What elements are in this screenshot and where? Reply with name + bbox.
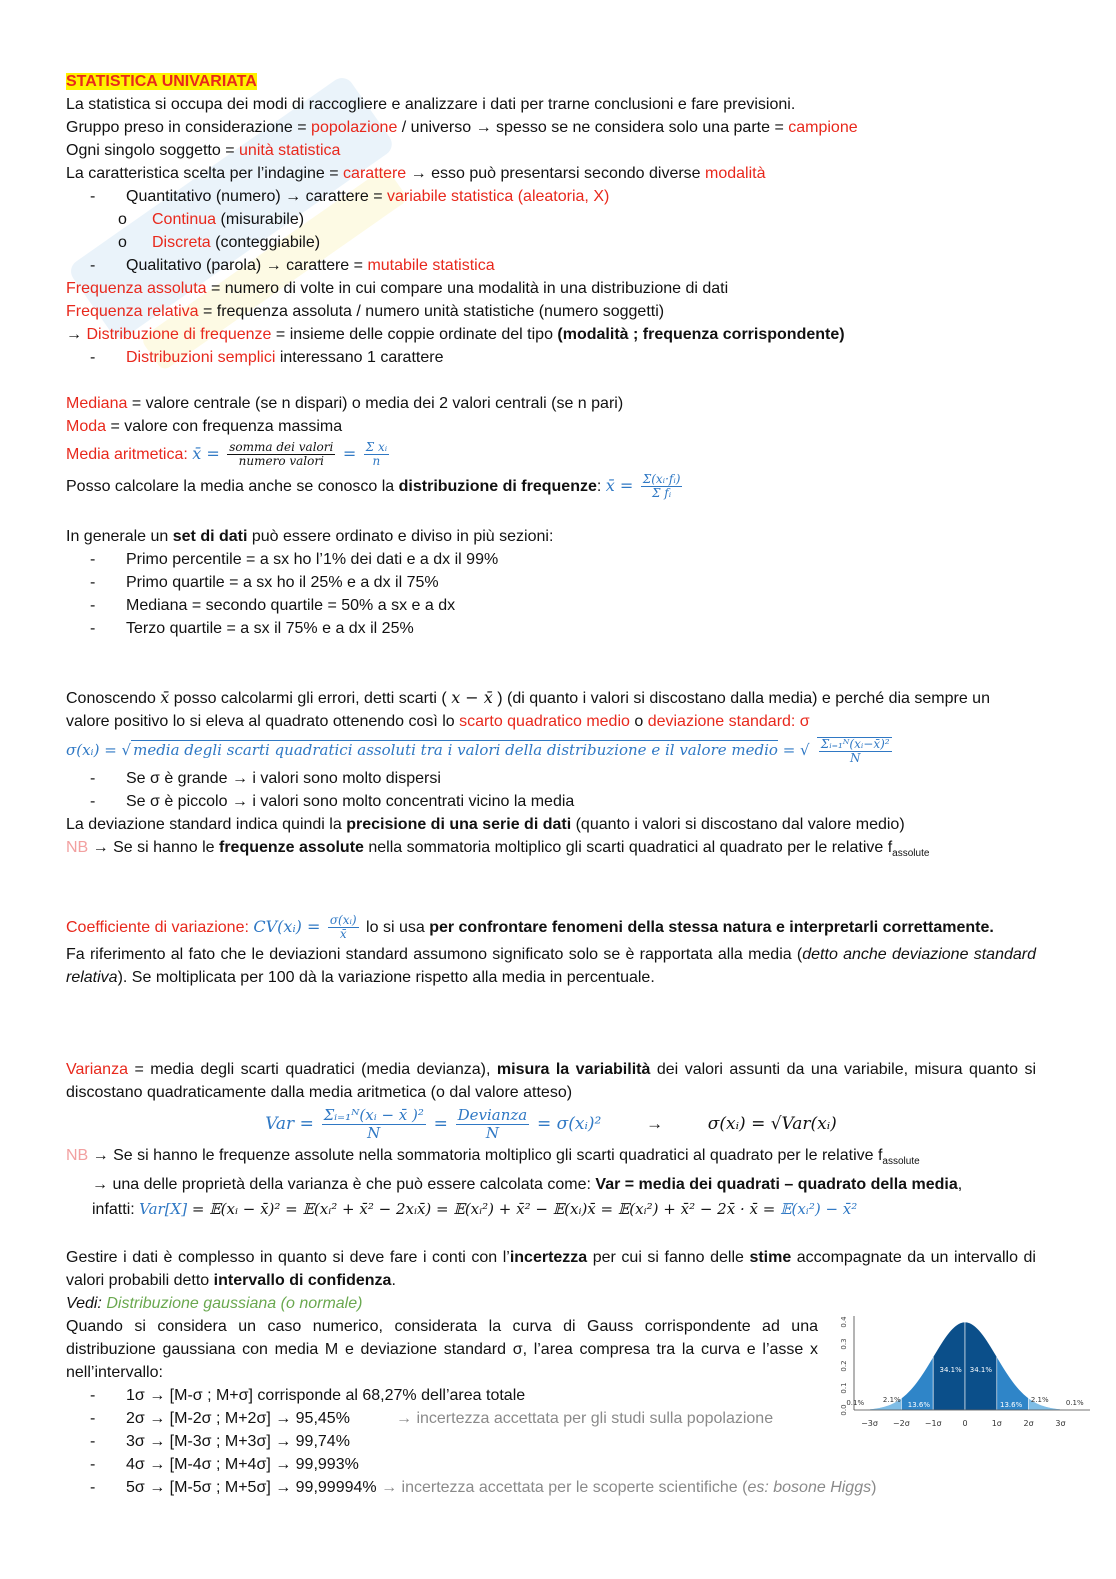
band-percent-label: 34.1% <box>939 1366 962 1374</box>
document-title: STATISTICA UNIVARIATA <box>66 73 257 90</box>
x-tick-label: 1σ <box>991 1419 1002 1428</box>
gauss-paragraph: Quando si considera un caso numerico, considerata la curva di Gauss corrispondente ad una distribuzione gaussiana con media M e deviazione standard σ, l’area compresa tra la curva e l’asse x nell’intervallo: <box>66 1318 818 1382</box>
freq-assoluta: Frequenza assoluta = numero di volte in cui compare una modalità in una distribuzione di dati <box>66 280 729 297</box>
band-percent-label: 0.1% <box>846 1399 865 1407</box>
x-tick-label: −1σ <box>924 1419 942 1428</box>
x-tick-label: 0 <box>962 1419 968 1428</box>
list-item: - Primo percentile = a sx ho l’1% dei dati e a dx il 99% <box>90 551 499 568</box>
list-item: - 2σ → [M-2σ ; M+2σ] → 95,45% → incertezza accettata per gli studi sulla popolazione <box>90 1410 774 1428</box>
y-tick-label: 0.0 <box>840 1404 848 1416</box>
mediana: Mediana = valore centrale (se n dispari) o media dei 2 valori centrali (se n pari) <box>66 395 624 412</box>
band-percent-label: 34.1% <box>969 1366 993 1374</box>
intro-line-1: La statistica si occupa dei modi di raccogliere e analizzare i dati per trarne conclusioni e fare previsioni. <box>66 96 796 113</box>
list-item: - Qualitativo (parola) → carattere = mutabile statistica <box>90 257 495 274</box>
document-body <box>66 70 1036 1499</box>
nb-stddev: NB → Se si hanno le frequenze assolute nella sommatoria moltiplico gli scarti quadratici al quadrato per le relative $f_{assolute}$ <box>66 839 930 860</box>
band-percent-label: 2.1% <box>882 1396 901 1404</box>
formula-sigma: σ(xᵢ) = √ media degli scarti quadratici assoluti tra i valori della distribuzione e il valore medio = √ $\frac{\text{Σᵢ₌₁ᴺ(xᵢ−x̄)²}}{N}$ <box>66 737 890 766</box>
gaussian-chart <box>832 1312 1092 1440</box>
intro-line-4: La caratteristica scelta per l’indagine = carattere → esso può presentarsi secondo diverse modalità <box>66 165 766 182</box>
intro-line-3: Ogni singolo soggetto = unità statistica <box>66 142 341 159</box>
formula-varianza: Var = $\frac{\text{Σᵢ₌₁ᴺ(xᵢ − x̄ )²}}{N}$ = $\frac{\text{Devianza}}{N}$ = σ(xᵢ)² → σ(xᵢ) = √Var(xᵢ) <box>265 1106 837 1143</box>
list-item: - Terzo quartile = a sx il 75% e a dx il 25% <box>90 620 414 637</box>
media-distribuzione: Posso calcolare la media anche se conosco la distribuzione di frequenze: x̄ = $\frac{\text{Σ(xᵢ·fᵢ)}}{\text{Σ fᵢ}}$ <box>66 472 681 501</box>
varianza-paragraph: Varianza = media degli scarti quadratici (media devianza), misura la variabilità dei valori assunti da una variabile, misura quanto si discostano quadraticamente dalla media aritmetica (o dal valore atteso) <box>66 1061 1037 1102</box>
set-dati: In generale un set di dati può essere ordinato e diviso in più sezioni: <box>66 528 554 545</box>
y-tick-label: 0.3 <box>840 1338 848 1350</box>
vedi-link: Vedi: Distribuzione gaussiana (o normale) <box>66 1295 363 1313</box>
band-percent-label: 13.6% <box>907 1401 930 1409</box>
x-tick-label: 3σ <box>1055 1419 1066 1428</box>
y-tick-label: 0.2 <box>840 1360 848 1372</box>
list-item: - Se σ è piccolo → i valori sono molto concentrati vicino la media <box>90 793 575 810</box>
formula-infatti: infatti: Var[X] = 𝔼(xᵢ − x̄)² = 𝔼(xᵢ² + x̄² − 2xᵢx̄) = 𝔼(xᵢ²) + x̄² − 𝔼(xᵢ)x̄ = 𝔼(xᵢ²) + x̄² − 2x̄ · x̄ = 𝔼(xᵢ²) − x̄² <box>92 1200 858 1219</box>
list-item: - Distribuzioni semplici interessano 1 carattere <box>90 349 444 366</box>
nb-varianza: NB → Se si hanno le frequenze assolute nella sommatoria moltiplico gli scarti quadratici al quadrato per le relative $f_{assolute}$ <box>66 1147 920 1168</box>
list-item: - Mediana = secondo quartile = 50% a sx e a dx <box>90 597 456 614</box>
incertezza-paragraph: Gestire i dati è complesso in quanto si deve fare i conti con l’incertezza per cui si fanno delle stime accompagnate da un intervallo di valori probabili detto intervallo di confidenza. <box>66 1249 1036 1290</box>
list-item: - Primo quartile = a sx ho il 25% e a dx il 75% <box>90 574 439 591</box>
list-item: - Quantitativo (numero) → carattere = variabile statistica (aleatoria, X) <box>90 188 610 205</box>
list-item: o Continua (misurabile) <box>118 211 305 228</box>
media-aritmetica: Media aritmetica: x̄ = $\frac{\text{somma dei valori}}{\text{numero valori}}$ = $\frac{\text{Σ xᵢ}}{n}$ <box>66 440 388 469</box>
list-item: - 4σ → [M-4σ ; M+4σ] → 99,993% <box>90 1456 359 1474</box>
list-item: - Se σ è grande → i valori sono molto dispersi <box>90 770 441 787</box>
freq-relativa: Frequenza relativa = frequenza assoluta / numero unità statistiche (numero soggetti) <box>66 303 665 320</box>
x-tick-label: 2σ <box>1023 1419 1034 1428</box>
cv-paragraph: Fa riferimento al fato che le deviazioni standard assumono significato solo se è rapportata alla media (detto anche deviazione standard relativa). Se moltiplicata per 100 dà la variazione rispetto alla media in percentuale. <box>66 946 1037 987</box>
scarti-paragraph: Conoscendo x̄ posso calcolarmi gli errori, detti scarti ( x − x̄ ) (di quanto i valori si discostano dalla media) e perché dia sempre un valore positivo lo si eleva al quadrato ottenendo così lo scarto quadratico medio o deviazione standard: σ <box>66 688 990 730</box>
list-item: o Discreta (conteggiabile) <box>118 234 321 251</box>
list-item: - 5σ → [M-5σ ; M+5σ] → 99,99994% → incertezza accettata per le scoperte scientifiche (es: bosone Higgs) <box>90 1479 877 1497</box>
moda: Moda = valore con frequenza massima <box>66 418 343 435</box>
list-item: - 3σ → [M-3σ ; M+3σ] → 99,74% <box>90 1433 350 1451</box>
list-item: - 1σ → [M-σ ; M+σ] corrisponde al 68,27% dell’area totale <box>90 1387 526 1405</box>
proprieta-varianza: → una delle proprietà della varianza è che può essere calcolata come: Var = media dei quadrati – quadrato della media, <box>92 1176 963 1194</box>
band-percent-label: 2.1% <box>1030 1396 1049 1404</box>
intro-line-2: Gruppo preso in considerazione = popolazione / universo → spesso se ne considera solo una parte = campione <box>66 119 858 136</box>
coefficiente-variazione: Coefficiente di variazione: CV(xᵢ) = $\frac{\text{σ(xᵢ)}}{x̄}$ lo si usa per confrontare fenomeni della stessa natura e interpretarli correttamente. <box>66 913 994 942</box>
y-tick-label: 0.4 <box>840 1316 848 1328</box>
band-percent-label: 13.6% <box>1000 1401 1023 1409</box>
band-percent-label: 0.1% <box>1065 1399 1084 1407</box>
y-tick-label: 0.1 <box>840 1382 848 1394</box>
x-tick-label: −2σ <box>892 1419 910 1428</box>
distribuzione-frequenze: → Distribuzione di frequenze = insieme delle coppie ordinate del tipo (modalità ; frequenza corrispondente) <box>66 326 845 343</box>
x-tick-label: −3σ <box>861 1419 878 1428</box>
precisione: La deviazione standard indica quindi la precisione di una serie di dati (quanto i valori si discostano dal valore medio) <box>66 816 905 833</box>
